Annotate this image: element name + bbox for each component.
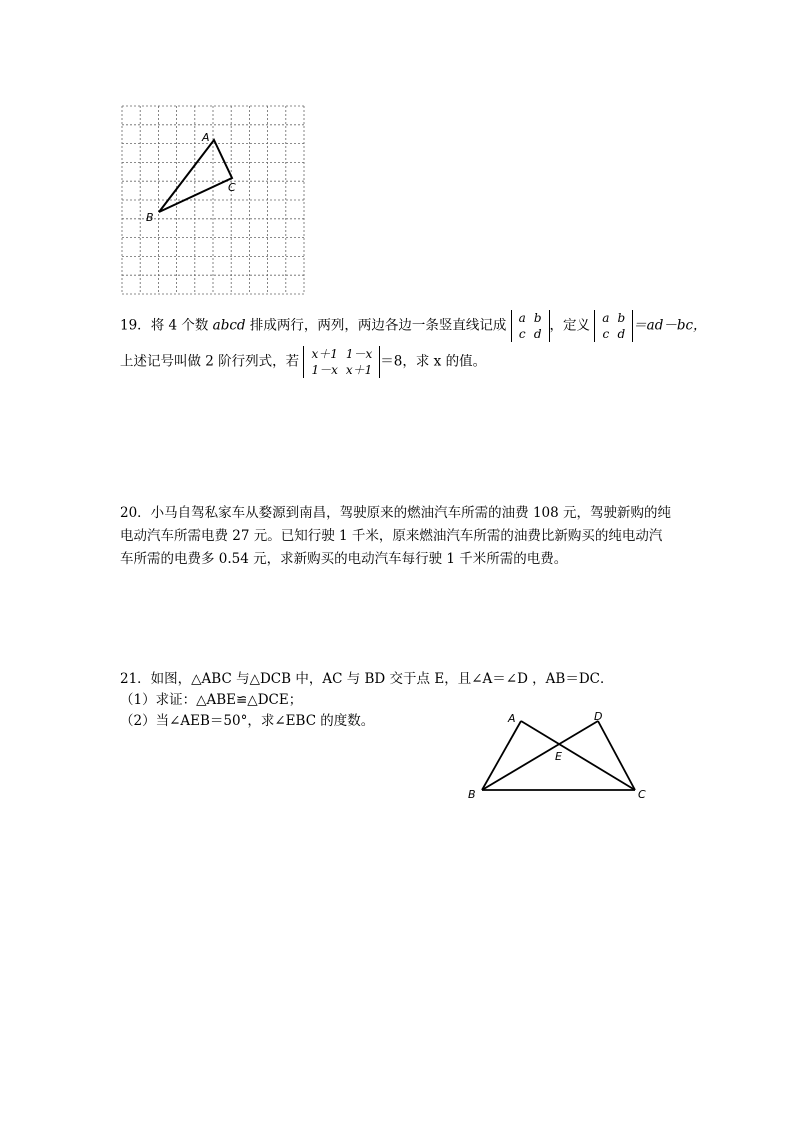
m3-11: x＋1: [311, 347, 338, 361]
triangle-abc: [159, 140, 232, 212]
m3-22: x＋1: [345, 363, 373, 377]
m1-d: d: [533, 327, 542, 341]
m1-c: c: [518, 327, 526, 341]
m1-b: b: [533, 311, 542, 325]
determinant-notation: [511, 310, 550, 342]
m2-c: c: [602, 327, 610, 341]
label-a: A: [508, 712, 516, 725]
m1-a: a: [518, 311, 526, 325]
q19-line2: [120, 346, 486, 378]
q19-number: 19．: [120, 317, 151, 334]
q19-line1: [120, 310, 707, 342]
m2-b: b: [617, 311, 626, 325]
q20-line3: 车所需的电费多 0.54 元，求新购买的电动汽车每行驶 1 千米所需的电费。: [120, 551, 568, 567]
q19-vars: abcd: [212, 317, 246, 334]
label-e: E: [555, 750, 562, 763]
q19-text-c: ，定义: [549, 317, 595, 334]
m2-d: d: [617, 327, 626, 341]
q19-text-f: ＝8，求 x 的值。: [380, 353, 487, 370]
q21-part1: （1）求证：△ABE≌△DCE；: [120, 692, 303, 708]
segment-bd: [482, 721, 598, 790]
q21-part2: （2）当∠AEB＝50°，求∠EBC 的度数。: [120, 713, 375, 729]
determinant-definition: [594, 310, 633, 342]
m3-21: 1－x: [311, 363, 338, 377]
q20-line2: 电动汽车所需电费 27 元。已知行驶 1 千米，原来燃油汽车所需的油费比新购买的纯电动汽: [120, 528, 663, 544]
grid-triangle-figure: [120, 104, 306, 296]
q20-line1: 20．小马自驾私家车从婺源到南昌，驾驶原来的燃油汽车所需的油费 108 元，驾驶新购的纯: [120, 505, 672, 521]
segment-ab: [482, 721, 521, 790]
segment-ac: [521, 721, 635, 790]
triangles-figure: [460, 706, 660, 806]
q19-text-b: 排成两行，两列，两边各边一条竖直线记成: [245, 317, 511, 334]
q19-text-a: 将 4 个数: [150, 317, 213, 334]
label-c: C: [638, 788, 646, 801]
label-c: C: [228, 181, 236, 194]
q19-text-d: ＝ad－bc，: [633, 317, 707, 334]
determinant-equation: [303, 346, 380, 378]
label-b: B: [468, 788, 476, 801]
label-d: D: [594, 710, 603, 723]
q21-line1: 21．如图，△ABC 与△DCB 中，AC 与 BD 交于点 E，且∠A＝∠D ，AB＝DC．: [120, 671, 614, 687]
q19-text-e: 上述记号叫做 2 阶行列式，若: [120, 353, 304, 370]
m2-a: a: [602, 311, 610, 325]
m3-12: 1－x: [345, 347, 373, 361]
label-a: A: [202, 131, 210, 144]
label-b: B: [146, 211, 154, 224]
